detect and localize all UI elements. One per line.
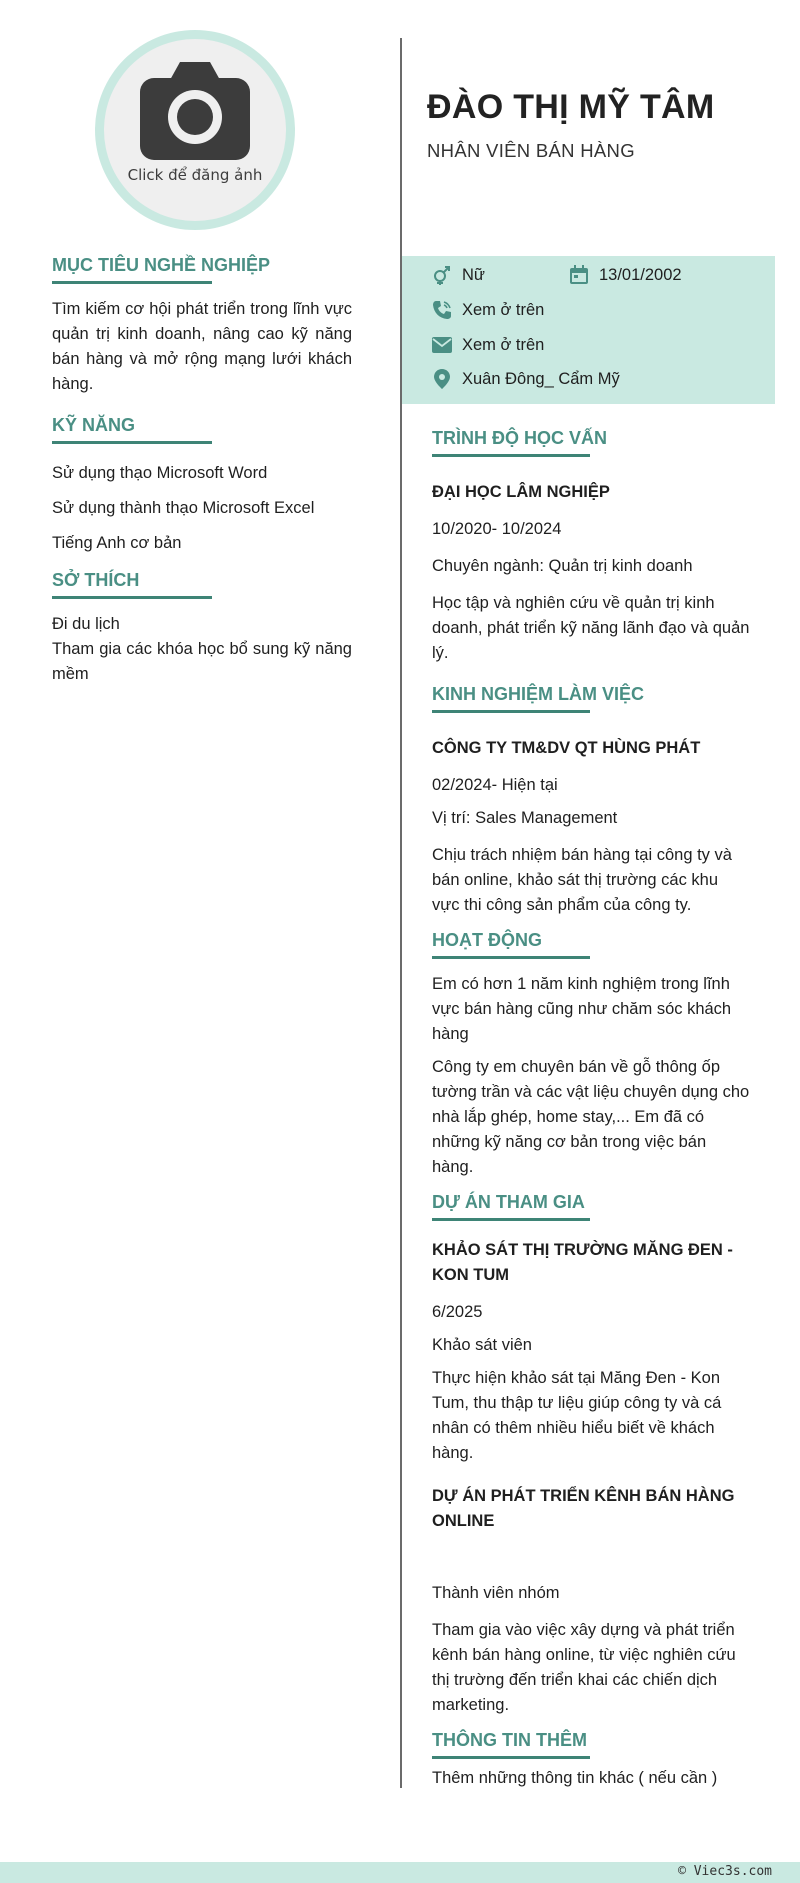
objective-section xyxy=(52,255,352,397)
footer-watermark: © Viec3s.com xyxy=(678,1864,772,1879)
camera-icon xyxy=(140,62,250,160)
activities-section xyxy=(432,930,750,1180)
hobby-item: Đi du lịch xyxy=(52,615,120,633)
project-date: 6/2025 xyxy=(432,1303,483,1321)
contact-panel xyxy=(402,256,775,404)
footer-bar xyxy=(0,1862,800,1883)
project-description: Tham gia vào việc xây dựng và phát triển kênh bán hàng online, từ việc nghiên cứu thị trường đến triển khai các chiến dịch marketing. xyxy=(432,1621,736,1714)
gender-value: Nữ xyxy=(462,265,485,284)
candidate-name: ĐÀO THỊ MỸ TÂM xyxy=(427,88,715,126)
project-description: Thực hiện khảo sát tại Măng Đen - Kon Tum, thu thập tư liệu giúp công ty và cá nhân có thêm nhiều hiểu biết về khách hàng. xyxy=(432,1369,722,1462)
contact-email xyxy=(432,335,544,355)
contact-phone xyxy=(432,300,544,320)
project-role: Khảo sát viên xyxy=(432,1336,532,1354)
gender-icon xyxy=(432,265,452,285)
right-column xyxy=(432,428,750,1803)
education-school: ĐẠI HỌC LÂM NGHIỆP xyxy=(432,483,610,501)
extra-text: Thêm những thông tin khác ( nếu cần ) xyxy=(432,1769,718,1787)
skill-item: Sử dụng thành thạo Microsoft Excel xyxy=(52,499,315,517)
activities-heading: HOẠT ĐỘNG xyxy=(432,930,590,964)
skills-heading: KỸ NĂNG xyxy=(52,415,212,449)
education-major: Chuyên ngành: Quản trị kinh doanh xyxy=(432,557,693,575)
activity-item: Công ty em chuyên bán về gỗ thông ốp tường trần và các vật liệu chuyên dụng cho nhà lắp ghép, home stay,... Em đã có những kỹ năng cơ bản trong việc bán hàng. xyxy=(432,1058,750,1176)
contact-address xyxy=(432,369,620,389)
experience-period: 02/2024- Hiện tại xyxy=(432,776,558,794)
skill-item: Sử dụng thạo Microsoft Word xyxy=(52,464,268,482)
objective-heading: MỤC TIÊU NGHỀ NGHIỆP xyxy=(52,255,270,289)
experience-heading: KINH NGHIỆM LÀM VIỆC xyxy=(432,684,644,718)
skill-item: Tiếng Anh cơ bản xyxy=(52,534,182,552)
activity-item: Em có hơn 1 năm kinh nghiệm trong lĩnh vực bán hàng cũng như chăm sóc khách hàng xyxy=(432,975,732,1043)
hobbies-heading: SỞ THÍCH xyxy=(52,570,212,604)
phone-value: Xem ở trên xyxy=(462,300,545,319)
hobby-item: Tham gia các khóa học bổ sung kỹ năng mềm xyxy=(52,640,352,683)
skills-section xyxy=(52,415,352,556)
extra-section xyxy=(432,1730,750,1791)
phone-icon xyxy=(432,300,452,320)
avatar-caption: Click để đăng ảnh xyxy=(127,166,263,184)
objective-text: Tìm kiếm cơ hội phát triển trong lĩnh vực quản trị kinh doanh, nâng cao kỹ năng bán hàng và mở rộng mạng lưới khách hàng. xyxy=(52,300,352,393)
avatar-upload[interactable] xyxy=(95,30,295,230)
experience-section xyxy=(432,684,750,918)
email-value: Xem ở trên xyxy=(462,335,545,354)
experience-company: CÔNG TY TM&DV QT HÙNG PHÁT xyxy=(432,739,701,757)
education-section xyxy=(432,428,750,666)
location-pin-icon xyxy=(432,369,452,389)
education-description: Học tập và nghiên cứu về quản trị kinh doanh, phát triển kỹ năng lãnh đạo và quản lý. xyxy=(432,594,750,662)
projects-section xyxy=(432,1192,750,1718)
left-column xyxy=(52,255,352,701)
candidate-position: NHÂN VIÊN BÁN HÀNG xyxy=(427,140,635,161)
calendar-icon xyxy=(569,265,589,285)
education-heading: TRÌNH ĐỘ HỌC VẤN xyxy=(432,428,607,462)
birthday-value: 13/01/2002 xyxy=(599,265,682,284)
extra-heading: THÔNG TIN THÊM xyxy=(432,1730,590,1764)
project-role: Thành viên nhóm xyxy=(432,1584,560,1602)
project-title: DỰ ÁN PHÁT TRIỂN KÊNH BÁN HÀNG ONLINE xyxy=(432,1487,735,1530)
hobbies-section xyxy=(52,570,352,687)
contact-birthday xyxy=(569,265,682,285)
projects-heading: DỰ ÁN THAM GIA xyxy=(432,1192,590,1226)
education-period: 10/2020- 10/2024 xyxy=(432,520,562,538)
envelope-icon xyxy=(432,335,452,355)
project-title: KHẢO SÁT THỊ TRƯỜNG MĂNG ĐEN - KON TUM xyxy=(432,1241,733,1284)
contact-gender xyxy=(432,265,485,285)
experience-description: Chịu trách nhiệm bán hàng tại công ty và bán online, khảo sát thị trường các khu vực thi công sản phẩm của công ty. xyxy=(432,846,732,914)
experience-role: Vị trí: Sales Management xyxy=(432,809,618,827)
address-value: Xuân Đông_ Cẩm Mỹ xyxy=(462,369,620,388)
